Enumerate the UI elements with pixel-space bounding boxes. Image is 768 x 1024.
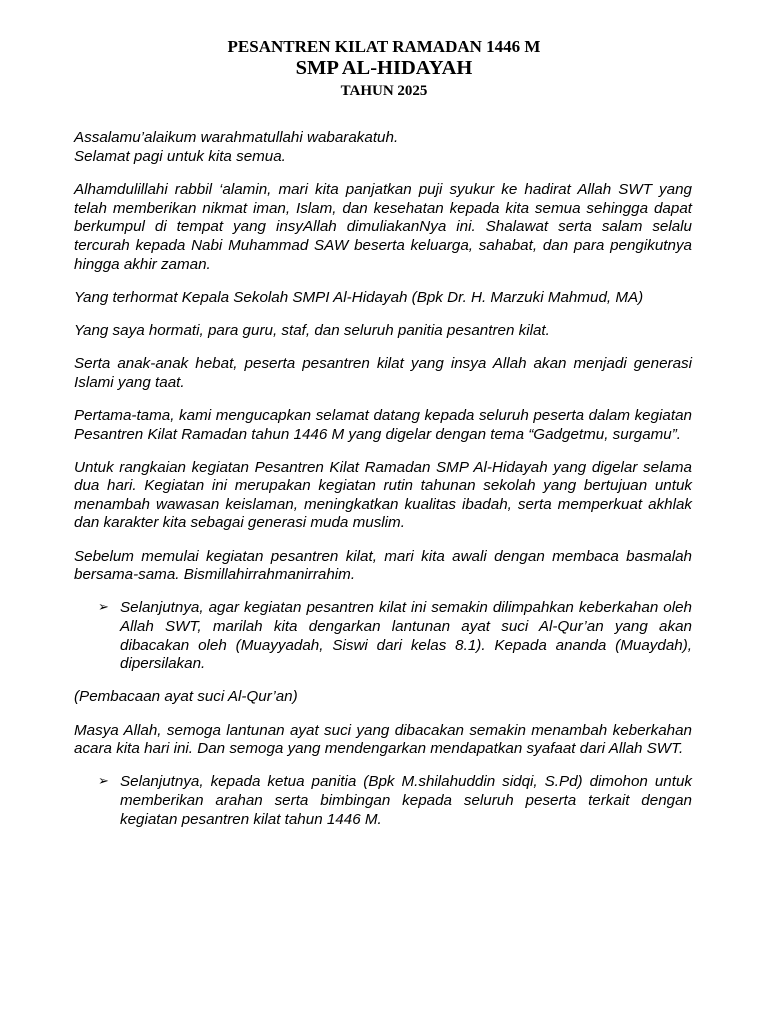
greeting-line-1: Assalamu’alaikum warahmatullahi wabarakatuh. bbox=[74, 129, 399, 146]
bullet-item-2 bbox=[74, 773, 692, 829]
greeting bbox=[74, 129, 692, 166]
document-body bbox=[74, 129, 692, 844]
bullet-item-2-text: Selanjutnya, kepada ketua panitia (Bpk M.shilahuddin sidqi, S.Pd) dimohon untuk memberikan arahan serta bimbingan kepada seluruh peserta terkait dengan kegiatan pesantren kilat tahun 1446 M. bbox=[120, 773, 692, 828]
paragraph-pembacaan: (Pembacaan ayat suci Al-Qur’an) bbox=[74, 688, 298, 706]
paragraph-rangkaian: Untuk rangkaian kegiatan Pesantren Kilat Ramadan SMP Al-Hidayah yang digelar selama dua hari. Kegiatan ini merupakan kegiatan rutin tahunan sekolah yang bertujuan untuk menambah wawasan keislaman, meningkatkan kualitas ibadah, serta memperkuat akhlak dan karakter kita sebagai generasi muda muslim. bbox=[74, 458, 692, 532]
paragraph-kepala-sekolah: Yang terhormat Kepala Sekolah SMPI Al-Hidayah (Bpk Dr. H. Marzuki Mahmud, MA) bbox=[74, 288, 644, 306]
paragraph-masya-allah: Masya Allah, semoga lantunan ayat suci yang dibacakan semakin menambah keberkahan acara kita hari ini. Dan semoga yang mendengarkan mendapatkan syafaat dari Allah SWT. bbox=[74, 721, 692, 758]
bullet-item-1-text: Selanjutnya, agar kegiatan pesantren kilat ini semakin dilimpahkan keberkahan oleh Allah SWT, marilah kita dengarkan lantunan ayat suci Al-Qur’an yang akan dibacakan oleh (Muayyadah, Siswi dari kelas 8.1). Kepada ananda (Muaydah), dipersilakan. bbox=[120, 599, 692, 673]
paragraph-guru: Yang saya hormati, para guru, staf, dan seluruh panitia pesantren kilat. bbox=[74, 321, 550, 339]
arrow-bullet-icon: ➢ bbox=[98, 600, 109, 616]
bullet-item-1 bbox=[74, 599, 692, 673]
title-line-1: PESANTREN KILAT RAMADAN 1446 M bbox=[227, 37, 541, 56]
document-header bbox=[0, 38, 768, 100]
paragraph-alhamdulillah: Alhamdulillahi rabbil ‘alamin, mari kita panjatkan puji syukur ke hadirat Allah SWT yang telah memberikan nikmat iman, Islam, dan kesehatan kepada kita semua sehingga dapat berkumpul di tempat yang insyAllah dimuliakanNya ini. Shalawat serta salam selalu tercurah kepada Nabi Muhammad SAW beserta keluarga, sahabat, dan para pengikutnya hingga akhir zaman. bbox=[74, 181, 692, 273]
paragraph-basmalah: Sebelum memulai kegiatan pesantren kilat, mari kita awali dengan membaca basmalah bersama-sama. Bismillahirrahmanirrahim. bbox=[74, 547, 692, 584]
title-line-3: TAHUN 2025 bbox=[340, 83, 428, 99]
greeting-line-2: Selamat pagi untuk kita semua. bbox=[74, 147, 286, 165]
paragraph-anak: Serta anak-anak hebat, peserta pesantren kilat yang insya Allah akan menjadi generasi Islami yang taat. bbox=[74, 355, 692, 391]
arrow-bullet-icon: ➢ bbox=[98, 774, 109, 790]
paragraph-pertama: Pertama-tama, kami mengucapkan selamat datang kepada seluruh peserta dalam kegiatan Pesantren Kilat Ramadan tahun 1446 M yang digelar dengan tema “Gadgetmu, surgamu”. bbox=[74, 406, 692, 443]
title-line-2: SMP AL-HIDAYAH bbox=[295, 57, 473, 79]
